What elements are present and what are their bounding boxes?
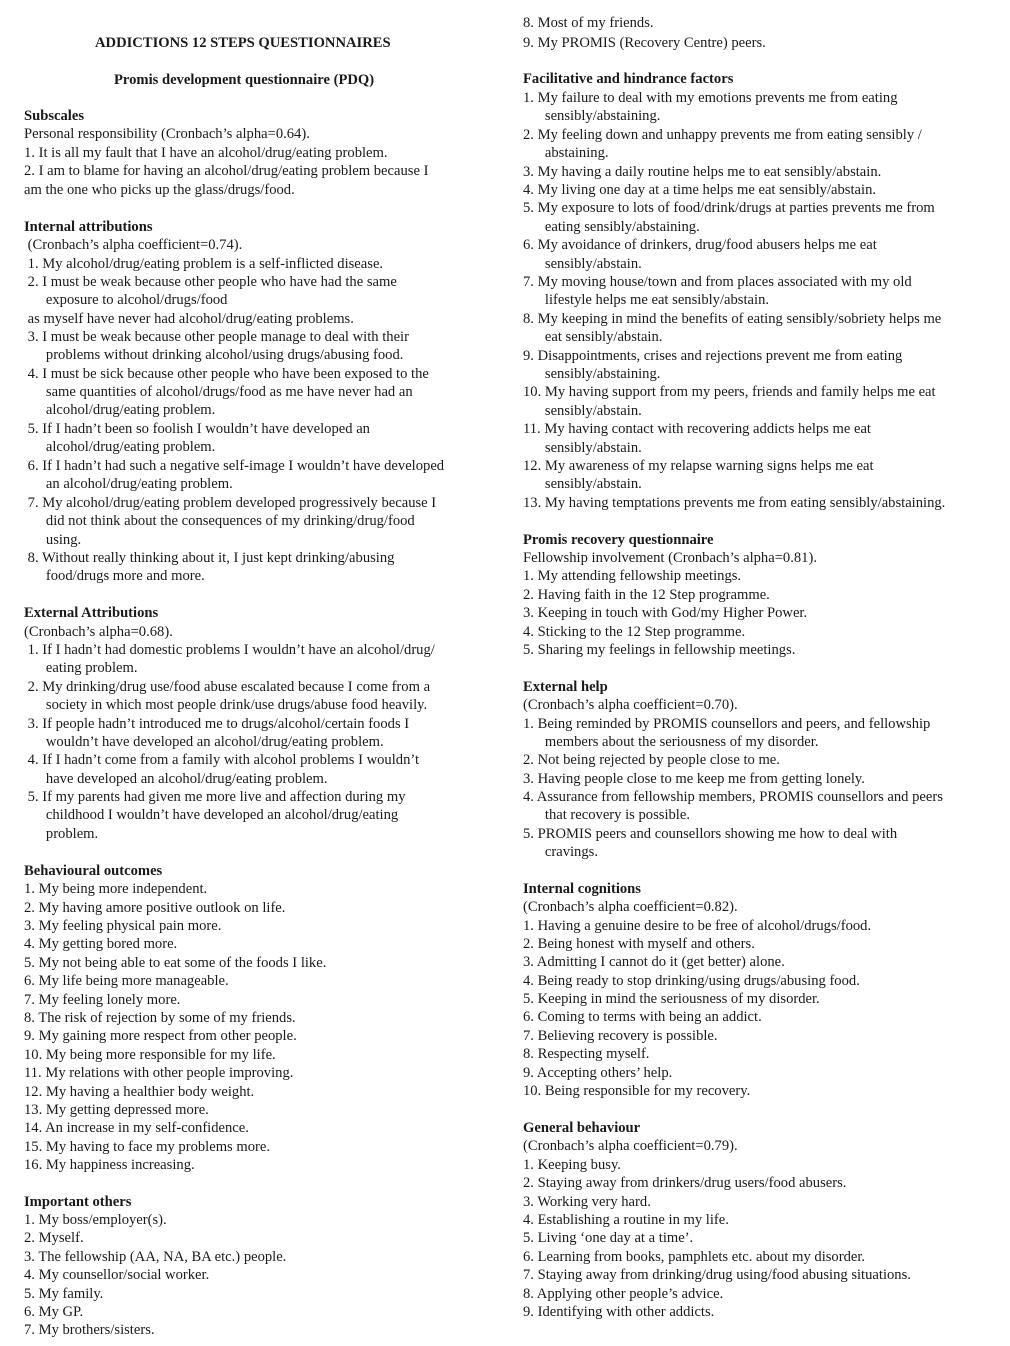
section-heading: Internal cognitions — [523, 881, 641, 897]
text-line: 5. Keeping in mind the seriousness of my disorder. — [523, 991, 820, 1007]
section-heading: Important others — [24, 1194, 132, 1210]
text-line: food/drugs more and more. — [24, 568, 205, 584]
text-line: 3. My having a daily routine helps me to eat sensibly/abstain. — [523, 164, 882, 180]
section-heading: External help — [523, 679, 608, 695]
text-line: childhood I wouldn’t have developed an alcohol/drug/eating — [24, 807, 399, 823]
text-line: 9. My PROMIS (Recovery Centre) peers. — [523, 35, 766, 51]
text-line: sensibly/abstaining. — [523, 366, 661, 382]
text-line: sensibly/abstain. — [523, 403, 642, 419]
text-line: 7. My moving house/town and from places associated with my old — [523, 274, 912, 290]
text-line: 15. My having to face my problems more. — [24, 1139, 271, 1155]
text-line: 8. Without really thinking about it, I just kept drinking/abusing — [24, 550, 395, 566]
text-line: 5. PROMIS peers and counsellors showing me how to deal with — [523, 826, 898, 842]
text-line: 3. Having people close to me keep me from getting lonely. — [523, 771, 865, 787]
text-line: 5. My family. — [24, 1286, 104, 1302]
text-line: 12. My awareness of my relapse warning signs helps me eat — [523, 458, 874, 474]
text-line: 1. Keeping busy. — [523, 1157, 621, 1173]
text-line: 4. Sticking to the 12 Step programme. — [523, 624, 746, 640]
text-line: using. — [24, 532, 82, 548]
text-line: am the one who picks up the glass/drugs/food. — [24, 182, 295, 198]
document-subtitle: Promis development questionnaire (PDQ) — [114, 72, 375, 88]
text-line: 8. Most of my friends. — [523, 15, 654, 31]
text-line: 1. My alcohol/drug/eating problem is a self-inflicted disease. — [24, 256, 384, 272]
text-line: 9. Disappointments, crises and rejections prevent me from eating — [523, 348, 903, 364]
text-line: alcohol/drug/eating problem. — [24, 439, 216, 455]
text-line: 3. My feeling physical pain more. — [24, 918, 222, 934]
text-line: sensibly/abstain. — [523, 440, 642, 456]
text-line: 9. Identifying with other addicts. — [523, 1304, 715, 1320]
text-line: 8. My keeping in mind the benefits of eating sensibly/sobriety helps me — [523, 311, 942, 327]
text-line: did not think about the consequences of my drinking/drug/food — [24, 513, 415, 529]
text-line: 7. My brothers/sisters. — [24, 1322, 155, 1338]
text-line: 4. If I hadn’t come from a family with alcohol problems I wouldn’t — [24, 752, 420, 768]
text-line: society in which most people drink/use drugs/abuse food heavily. — [24, 697, 428, 713]
text-line: wouldn’t have developed an alcohol/drug/eating problem. — [24, 734, 384, 750]
text-line: 1. My failure to deal with my emotions prevents me from eating — [523, 90, 898, 106]
text-line: 2. Staying away from drinkers/drug users/food abusers. — [523, 1175, 847, 1191]
text-line: 1. My attending fellowship meetings. — [523, 568, 742, 584]
text-line: 1. My being more independent. — [24, 881, 208, 897]
text-line: 4. My getting bored more. — [24, 936, 178, 952]
text-line: (Cronbach’s alpha coefficient=0.82). — [523, 899, 738, 915]
text-line: 4. Being ready to stop drinking/using drugs/abusing food. — [523, 973, 860, 989]
text-line: 2. Myself. — [24, 1230, 84, 1246]
text-line: 6. My avoidance of drinkers, drug/food abusers helps me eat — [523, 237, 877, 253]
section-heading: Facilitative and hindrance factors — [523, 71, 734, 87]
text-line: 3. Keeping in touch with God/my Higher Power. — [523, 605, 808, 621]
text-line: 9. Accepting others’ help. — [523, 1065, 673, 1081]
text-line: 5. Living ‘one day at a time’. — [523, 1230, 694, 1246]
text-line: 9. My gaining more respect from other people. — [24, 1028, 297, 1044]
text-line: 2. My feeling down and unhappy prevents me from eating sensibly / — [523, 127, 922, 143]
text-line: Fellowship involvement (Cronbach’s alpha=0.81). — [523, 550, 817, 566]
text-line: an alcohol/drug/eating problem. — [24, 476, 233, 492]
text-line: 4. Assurance from fellowship members, PROMIS counsellors and peers — [523, 789, 943, 805]
text-line: eating sensibly/abstaining. — [523, 219, 700, 235]
text-line: 8. Applying other people’s advice. — [523, 1286, 724, 1302]
text-line: 6. My GP. — [24, 1304, 84, 1320]
text-line: 6. If I hadn’t had such a negative self-image I wouldn’t have developed — [24, 458, 445, 474]
text-line: 1. It is all my fault that I have an alcohol/drug/eating problem. — [24, 145, 388, 161]
text-line: 7. Staying away from drinking/drug using/food abusing situations. — [523, 1267, 911, 1283]
text-line: 5. If I hadn’t been so foolish I wouldn’t have developed an — [24, 421, 370, 437]
text-line: 11. My having contact with recovering addicts helps me eat — [523, 421, 871, 437]
text-line: sensibly/abstaining. — [523, 108, 661, 124]
text-line: 2. I must be weak because other people who have had the same — [24, 274, 397, 290]
text-line: alcohol/drug/eating problem. — [24, 402, 216, 418]
section-heading: Internal attributions — [24, 219, 153, 235]
text-line: (Cronbach’s alpha coefficient=0.74). — [24, 237, 243, 253]
text-line: 2. My having amore positive outlook on life. — [24, 900, 286, 916]
text-line: problems without drinking alcohol/using drugs/abusing food. — [24, 347, 404, 363]
text-line: 5. If my parents had given me more live and affection during my — [24, 789, 406, 805]
text-line: sensibly/abstain. — [523, 476, 642, 492]
text-line: 4. Establishing a routine in my life. — [523, 1212, 729, 1228]
text-line: 6. My life being more manageable. — [24, 973, 229, 989]
text-line: 14. An increase in my self-confidence. — [24, 1120, 249, 1136]
text-line: have developed an alcohol/drug/eating problem. — [24, 771, 328, 787]
text-line: 1. If I hadn’t had domestic problems I wouldn’t have an alcohol/drug/ — [24, 642, 435, 658]
text-line: 4. My counsellor/social worker. — [24, 1267, 210, 1283]
text-line: 10. My being more responsible for my life. — [24, 1047, 276, 1063]
text-line: 7. Believing recovery is possible. — [523, 1028, 718, 1044]
text-line: 5. Sharing my feelings in fellowship meetings. — [523, 642, 796, 658]
text-line: 3. I must be weak because other people manage to deal with their — [24, 329, 409, 345]
text-line: 13. My getting depressed more. — [24, 1102, 209, 1118]
text-line: 7. My alcohol/drug/eating problem developed progressively because I — [24, 495, 437, 511]
text-line: 2. Not being rejected by people close to me. — [523, 752, 780, 768]
section-heading: General behaviour — [523, 1120, 641, 1136]
text-line: cravings. — [523, 844, 598, 860]
text-line: 4. My living one day at a time helps me eat sensibly/abstain. — [523, 182, 877, 198]
text-line: sensibly/abstain. — [523, 256, 642, 272]
text-line: eat sensibly/abstain. — [523, 329, 663, 345]
text-line: 2. Having faith in the 12 Step programme. — [523, 587, 770, 603]
text-line: 1. Being reminded by PROMIS counsellors and peers, and fellowship — [523, 716, 931, 732]
text-line: 3. Working very hard. — [523, 1194, 651, 1210]
text-line: 7. My feeling lonely more. — [24, 992, 181, 1008]
text-line: members about the seriousness of my disorder. — [523, 734, 819, 750]
text-line: (Cronbach’s alpha=0.68). — [24, 624, 173, 640]
text-line: 16. My happiness increasing. — [24, 1157, 195, 1173]
text-line: 11. My relations with other people improving. — [24, 1065, 294, 1081]
text-line: (Cronbach’s alpha coefficient=0.70). — [523, 697, 738, 713]
text-line: abstaining. — [523, 145, 609, 161]
section-heading: Behavioural outcomes — [24, 863, 163, 879]
text-line: 13. My having temptations prevents me from eating sensibly/abstaining. — [523, 495, 946, 511]
text-line: 8. Respecting myself. — [523, 1046, 650, 1062]
text-line: exposure to alcohol/drugs/food — [24, 292, 228, 308]
text-line: 8. The risk of rejection by some of my friends. — [24, 1010, 296, 1026]
text-line: that recovery is possible. — [523, 807, 690, 823]
text-line: 5. My not being able to eat some of the foods I like. — [24, 955, 327, 971]
text-line: 3. The fellowship (AA, NA, BA etc.) people. — [24, 1249, 287, 1265]
text-line: 2. Being honest with myself and others. — [523, 936, 755, 952]
text-line: as myself have never had alcohol/drug/eating problems. — [24, 311, 354, 327]
text-line: 5. My exposure to lots of food/drink/drugs at parties prevents me from — [523, 200, 935, 216]
text-line: (Cronbach’s alpha coefficient=0.79). — [523, 1138, 738, 1154]
text-line: 6. Coming to terms with being an addict. — [523, 1009, 762, 1025]
text-line: same quantities of alcohol/drugs/food as me have never had an — [24, 384, 413, 400]
text-line: 12. My having a healthier body weight. — [24, 1084, 255, 1100]
text-line: 2. I am to blame for having an alcohol/drug/eating problem because I — [24, 163, 429, 179]
text-line: 3. If people hadn’t introduced me to drugs/alcohol/certain foods I — [24, 716, 410, 732]
text-line: 4. I must be sick because other people who have been exposed to the — [24, 366, 429, 382]
text-line: 1. Having a genuine desire to be free of alcohol/drugs/food. — [523, 918, 872, 934]
section-heading: External Attributions — [24, 605, 159, 621]
section-heading: Subscales — [24, 108, 85, 124]
document-title: ADDICTIONS 12 STEPS QUESTIONNAIRES — [95, 35, 391, 51]
section-heading: Promis recovery questionnaire — [523, 532, 714, 548]
text-line: 6. Learning from books, pamphlets etc. about my disorder. — [523, 1249, 866, 1265]
text-line: Personal responsibility (Cronbach’s alpha=0.64). — [24, 126, 310, 142]
text-line: 3. Admitting I cannot do it (get better) alone. — [523, 954, 785, 970]
text-line: eating problem. — [24, 660, 138, 676]
text-line: 10. My having support from my peers, friends and family helps me eat — [523, 384, 936, 400]
text-line: 1. My boss/employer(s). — [24, 1212, 167, 1228]
text-line: 10. Being responsible for my recovery. — [523, 1083, 751, 1099]
text-line: lifestyle helps me eat sensibly/abstain. — [523, 292, 770, 308]
text-line: problem. — [24, 826, 99, 842]
text-line: 2. My drinking/drug use/food abuse escalated because I come from a — [24, 679, 431, 695]
